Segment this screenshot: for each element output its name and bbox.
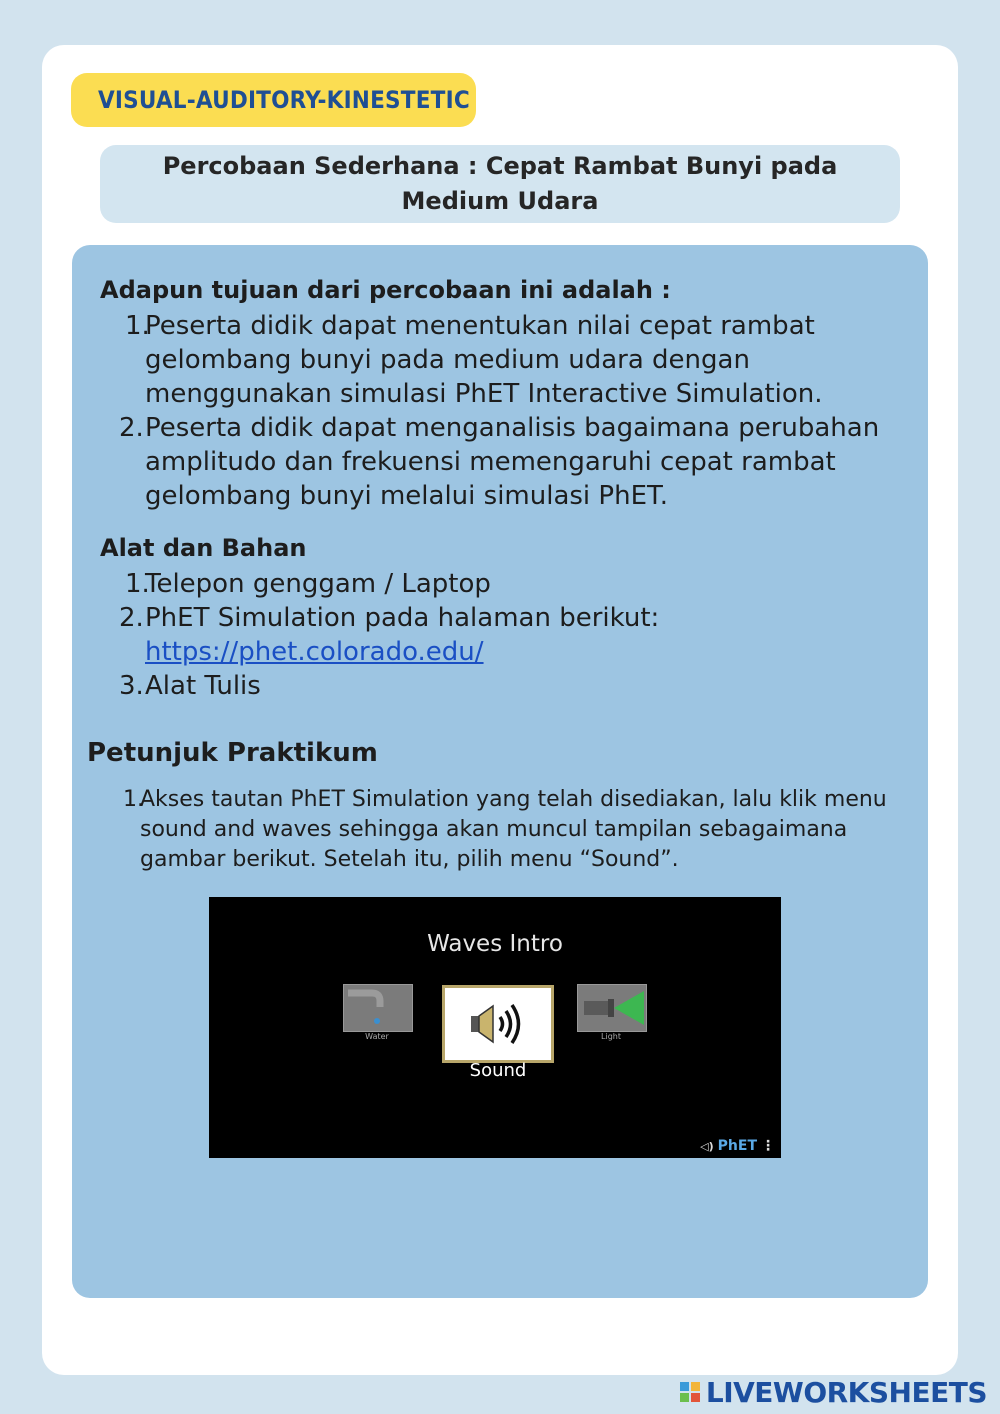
list-number: 2.: [119, 603, 144, 633]
list-item: [119, 309, 894, 411]
light-tile: [577, 984, 647, 1032]
materials-list: [119, 567, 894, 703]
liveworksheets-logo-icon: [680, 1382, 700, 1402]
list-text: Akses tautan PhET Simulation yang telah disediakan, lalu klik menu sound and waves sehingga akan muncul tampilan sebagaimana gambar berikut. Setelah itu, pilih menu “Sound”.: [140, 787, 887, 872]
volume-icon: ◁): [700, 1139, 714, 1153]
laser-icon: [578, 985, 646, 1031]
liveworksheets-footer: [680, 1374, 987, 1410]
instructions-heading: Petunjuk Praktikum: [87, 738, 378, 768]
badge-text: VISUAL-AUDITORY-KINESTETIC: [98, 86, 470, 114]
water-tile: [343, 984, 413, 1032]
list-text: Alat Tulis: [145, 671, 261, 701]
page-title: Percobaan Sederhana : Cepat Rambat Bunyi pada Medium Udara: [162, 152, 838, 215]
phet-screenshot: [209, 897, 781, 1158]
learning-style-badge: [71, 73, 476, 127]
list-number: 3.: [119, 671, 144, 701]
menu-dots-icon: ⋮: [761, 1138, 775, 1154]
list-item: [119, 567, 894, 601]
objectives-list: [119, 309, 894, 513]
light-label: Light: [601, 1032, 621, 1041]
list-item: [119, 785, 894, 875]
list-item: [119, 601, 894, 669]
list-text: Peserta didik dapat menentukan nilai cepat rambat gelombang bunyi pada medium udara dengan menggunakan simulasi PhET Interactive Simulation.: [145, 311, 823, 409]
list-item: [119, 411, 894, 513]
speaker-icon: [445, 988, 551, 1060]
phet-brand: PhET: [717, 1138, 757, 1154]
list-number: 2.: [119, 413, 144, 443]
water-label: Water: [365, 1032, 389, 1041]
faucet-icon: [344, 985, 412, 1031]
sound-tile[interactable]: [442, 985, 554, 1063]
footer-brand: LIVEWORKSHEETS: [705, 1375, 987, 1409]
phet-link[interactable]: https://phet.colorado.edu/: [145, 637, 484, 667]
list-number: 1.: [123, 787, 144, 812]
phet-logo: [700, 1138, 775, 1154]
page-title-box: [100, 145, 900, 223]
list-text: Telepon genggam / Laptop: [145, 569, 491, 599]
materials-heading: Alat dan Bahan: [100, 534, 307, 562]
sound-label: Sound: [469, 1060, 527, 1081]
list-text: PhET Simulation pada halaman berikut:: [145, 603, 660, 633]
list-number: 1.: [125, 311, 150, 341]
objectives-heading: Adapun tujuan dari percobaan ini adalah :: [100, 276, 671, 304]
list-text: Peserta didik dapat menganalisis bagaimana perubahan amplitudo dan frekuensi memengaruhi cepat rambat gelombang bunyi melalui simulasi PhET.: [145, 413, 880, 511]
screenshot-title: Waves Intro: [427, 931, 563, 957]
list-number: 1.: [125, 569, 150, 599]
list-item: [119, 669, 894, 703]
instructions-list: [119, 785, 894, 875]
